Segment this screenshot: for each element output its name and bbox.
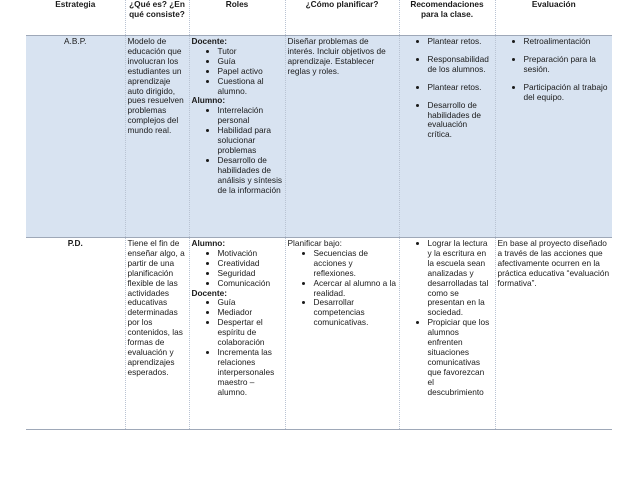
- alumno-list: [192, 106, 283, 195]
- cell-roles: [189, 36, 285, 238]
- list-item: • Mediador: [218, 308, 283, 318]
- docente-label: Docente:: [191, 36, 227, 46]
- list-item: • Habilidad para solucionar problemas: [218, 126, 283, 156]
- list-item: • Plantear retos.: [428, 37, 493, 47]
- strategies-table: [26, 0, 612, 430]
- planificar-list: [288, 249, 397, 328]
- list-item: • Guía: [218, 57, 283, 67]
- alumno-list: [192, 249, 283, 289]
- list-item: • Cuestiona al alumno.: [218, 77, 283, 97]
- table-row-pd: [26, 238, 612, 430]
- docente-list: [192, 47, 283, 97]
- list-item: • Desarrollo de habilidades de análisis y síntesis de la información: [218, 156, 283, 196]
- header-recomendaciones: Recomendaciones para la clase.: [399, 0, 495, 36]
- list-item: • Desarrollar competencias comunicativas.: [314, 298, 397, 328]
- cell-recomendaciones: [399, 36, 495, 238]
- list-item: • Lograr la lectura y la escritura en la escuela sean analizadas y desarrolladas tal como se presentan en la sociedad.: [428, 239, 493, 318]
- planificar-intro: Planificar bajo:: [287, 238, 342, 248]
- docente-label: Docente:: [191, 287, 227, 298]
- recomendaciones-list: [402, 37, 493, 140]
- list-item: • Incrementa las relaciones interpersonales maestro – alumno.: [218, 348, 283, 398]
- cell-estrategia: P.D.: [26, 238, 125, 430]
- list-item: • Interrelación personal: [218, 106, 283, 126]
- list-item: • Propiciar que los alumnos enfrenten situaciones comunicativas que favorezcan el descubrimiento: [428, 318, 493, 397]
- list-item: • Comunicación: [218, 279, 283, 289]
- list-item: • Secuencias de acciones y reflexiones.: [314, 249, 397, 279]
- list-item: • Responsabilidad de los alumnos.: [428, 55, 493, 75]
- cell-planificar: [285, 238, 399, 430]
- alumno-label: Alumno:: [191, 95, 226, 106]
- list-item: • Retroalimentación: [524, 37, 611, 47]
- list-item: • Preparación para la sesión.: [524, 55, 611, 75]
- cell-que-es: Tiene el fin de enseñar algo, a partir de una planificación flexible de las actividades educativas determinadas por los contenidos, las formas de evaluación y aprendizajes esperados.: [125, 238, 189, 430]
- header-que-es: ¿Qué es? ¿En qué consiste?: [125, 0, 189, 36]
- recomendaciones-list: [402, 239, 493, 398]
- list-item: • Creatividad: [218, 259, 283, 269]
- cell-planificar: Diseñar problemas de interés. Incluir objetivos de aprendizaje. Establecer reglas y roles.: [285, 36, 399, 238]
- list-item: • Desarrollo de habilidades de evaluación crítica.: [428, 101, 493, 141]
- header-planificar: ¿Cómo planificar?: [285, 0, 399, 36]
- docente-list: [192, 298, 283, 397]
- list-item: • Despertar el espíritu de colaboración: [218, 318, 283, 348]
- list-item: • Tutor: [218, 47, 283, 57]
- cell-que-es: Modelo de educación que involucran los estudiantes un aprendizaje auto dirigido, pues resuelven problemas complejos del mundo real.: [125, 36, 189, 238]
- cell-recomendaciones: [399, 238, 495, 430]
- table-row-abp: [26, 36, 612, 238]
- list-item: • Seguridad: [218, 269, 283, 279]
- header-roles: Roles: [189, 0, 285, 36]
- cell-evaluacion: [495, 36, 612, 238]
- list-item: • Guía: [218, 298, 283, 308]
- header-estrategia: Estrategia: [26, 0, 125, 36]
- list-item: • Plantear retos.: [428, 83, 493, 93]
- cell-evaluacion: En base al proyecto diseñado a través de las acciones que afectivamente ocurren en la práctica educativa “evaluación formativa”.: [495, 238, 612, 430]
- cell-roles: [189, 238, 285, 430]
- header-evaluacion: Evaluación: [495, 0, 612, 36]
- list-item: • Papel activo: [218, 67, 283, 77]
- list-item: • Participación al trabajo del equipo.: [524, 83, 611, 103]
- header-row: [26, 0, 612, 36]
- cell-estrategia: A.B.P.: [26, 36, 125, 238]
- list-item: • Motivación: [218, 249, 283, 259]
- evaluacion-list: [498, 37, 611, 103]
- list-item: • Acercar al alumno a la realidad.: [314, 279, 397, 299]
- alumno-label: Alumno:: [191, 238, 226, 248]
